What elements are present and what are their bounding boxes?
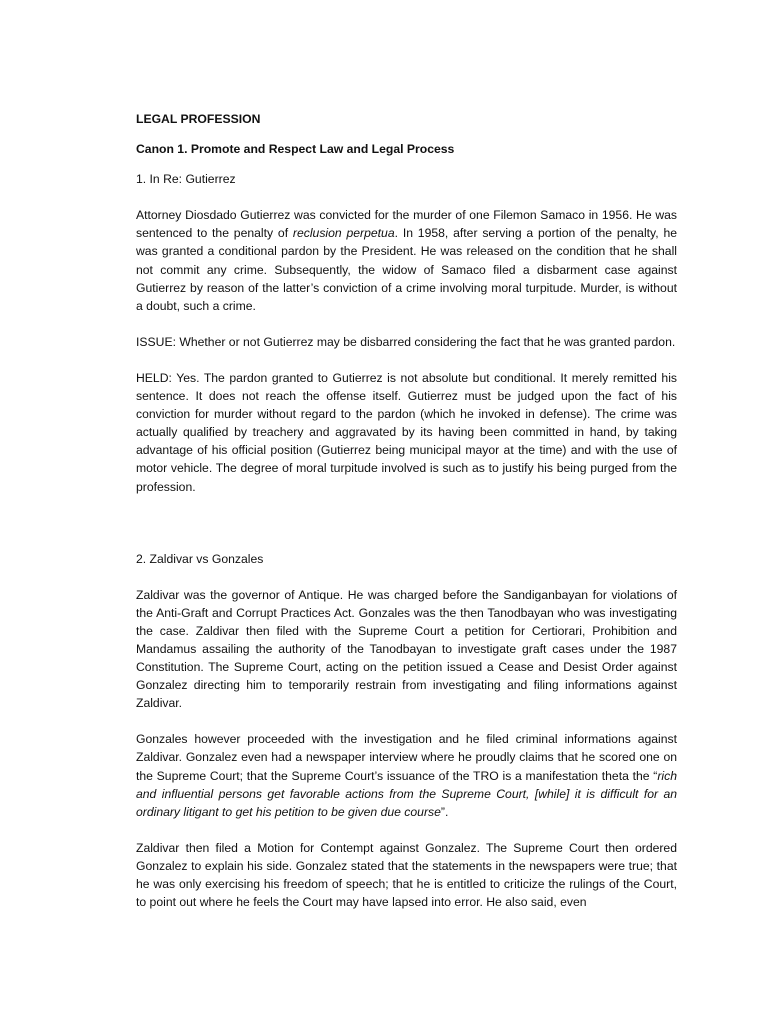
case-2-paragraph-3: Zaldivar then filed a Motion for Contempt against Gonzalez. The Supreme Court then ordered Gonzalez to explain his side. Gonzalez stated that the statements in the newspapers were true; that he was only exercising his freedom of speech; that he is entitled to criticize the rulings of the Court, to point out where he feels the Court may have lapsed into error. He also said, even xyxy=(136,840,677,910)
document-page xyxy=(136,100,677,911)
case-1-facts-italic: reclusion perpetua xyxy=(292,226,395,241)
case-2-paragraph-1: Zaldivar was the governor of Antique. He was charged before the Sandiganbayan for violations of the Anti-Graft and Corrupt Practices Act. Gonzales was the then Tanodbayan who was investigating the case. Zaldivar then filed with the Supreme Court a petition for Certiorari, Prohibition and Mandamus assailing the authority of the Tanodbayan to investigate graft cases under the 1987 Constitution. The Supreme Court, acting on the petition issued a Cease and Desist Order against Gonzalez directing him to temporarily restrain from investigating and filing informations against Zaldivar. xyxy=(136,587,677,711)
case-1-heading: 1. In Re: Gutierrez xyxy=(136,172,236,187)
case-2-heading: 2. Zaldivar vs Gonzales xyxy=(136,551,264,566)
case-1-facts: Attorney Diosdado Gutierrez was convicted for the murder of one Filemon Samaco in 1956. He was sentenced to the penalty of reclusion perpetua. In 1958, after serving a portion of the penalty, he was granted a conditional pardon by the President. He was released on the condition that he shall not commit any crime. Subsequently, the widow of Samaco filed a disbarment case against Gutierrez by reason of the latter’s conviction of a crime involving moral turpitude. Murder, is without a doubt, such a crime. xyxy=(136,208,678,313)
case-1-held: HELD: Yes. The pardon granted to Gutierrez is not absolute but conditional. It merely remitted his sentence. It does not reach the offense itself. Gutierrez must be judged upon the fact of his conviction for murder without regard to the pardon (which he invoked in defense). The crime was actually qualified by treachery and aggravated by its having been committed in hand, by taking advantage of his official position (Gutierrez being municipal mayor at the time) and with the use of motor vehicle. The degree of moral turpitude involved is such as to justify his being purged from the profession. xyxy=(136,370,677,494)
document-title: LEGAL PROFESSION xyxy=(136,112,261,126)
case-2-paragraph-2: Gonzales however proceeded with the investigation and he filed criminal informations against Zaldivar. Gonzalez even had a newspaper interview where he proudly claims that he scored one on the Supreme Court; that the Supreme Court’s issuance of the TRO is a manifestation theta the “rich and influential persons get favorable actions from the Supreme Court, [while] it is difficult for an ordinary litigant to get his petition to be given due course”. xyxy=(136,732,677,819)
case-1-issue: ISSUE: Whether or not Gutierrez may be disbarred considering the fact that he was granted pardon. xyxy=(136,334,676,349)
canon-heading: Canon 1. Promote and Respect Law and Legal Process xyxy=(136,142,455,157)
case-2-quote-italic: rich and influential persons get favorable actions from the Supreme Court, [while] it is difficult for an ordinary litigant to get his petition to be given due course xyxy=(136,768,677,819)
